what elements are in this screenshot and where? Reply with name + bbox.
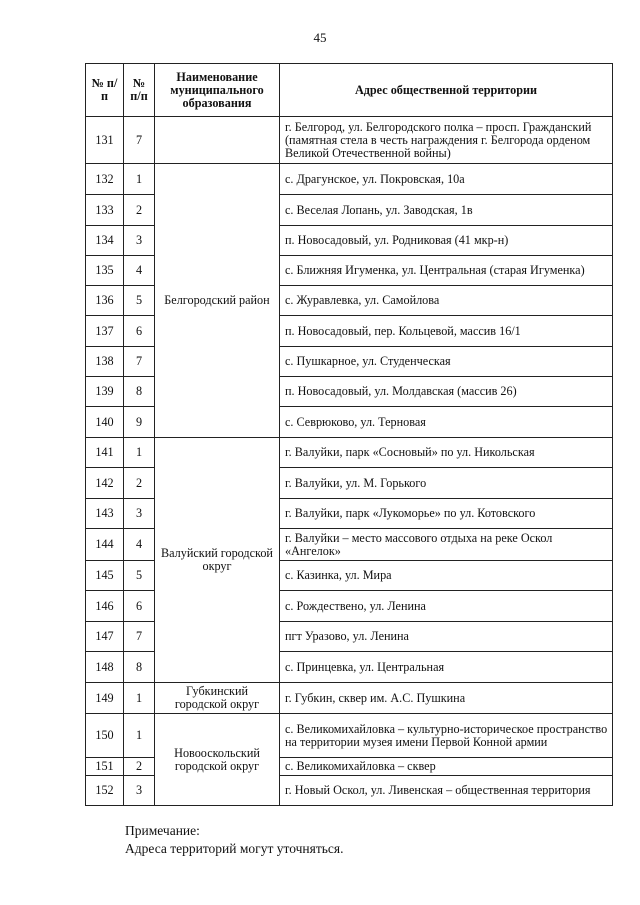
row-sub-number: 1 xyxy=(124,164,155,195)
row-number: 141 xyxy=(86,438,124,468)
row-sub-number: 3 xyxy=(124,226,155,256)
row-sub-number: 8 xyxy=(124,377,155,407)
municipality-gubkin: Губкинский городской округ xyxy=(155,683,280,714)
row-sub-number: 9 xyxy=(124,407,155,438)
address-cell: с. Ближняя Игуменка, ул. Центральная (старая Игуменка) xyxy=(280,256,613,286)
municipality-novooskol: Новооскольский городской округ xyxy=(155,714,280,806)
table-header-row xyxy=(86,64,613,117)
row-number: 134 xyxy=(86,226,124,256)
address-cell: с. Пушкарное, ул. Студенческая xyxy=(280,347,613,377)
row-sub-number: 1 xyxy=(124,438,155,468)
table-row xyxy=(86,683,613,714)
address-cell: с. Журавлевка, ул. Самойлова xyxy=(280,286,613,316)
row-sub-number: 1 xyxy=(124,683,155,714)
note-title: Примечание: xyxy=(125,823,200,838)
row-sub-number: 2 xyxy=(124,468,155,499)
row-sub-number: 2 xyxy=(124,758,155,776)
row-number: 147 xyxy=(86,622,124,652)
row-number: 150 xyxy=(86,714,124,758)
row-number: 148 xyxy=(86,652,124,683)
row-sub-number: 7 xyxy=(124,347,155,377)
note-text: Адреса территорий могут уточняться. xyxy=(125,841,344,856)
row-number: 138 xyxy=(86,347,124,377)
row-sub-number: 4 xyxy=(124,256,155,286)
address-cell: с. Севрюково, ул. Терновая xyxy=(280,407,613,438)
address-cell: г. Белгород, ул. Белгородского полка – просп. Гражданский (памятная стела в честь награждения г. Белгорода орденом Великой Отечественной войны) xyxy=(280,117,613,164)
row-number: 151 xyxy=(86,758,124,776)
row-number: 140 xyxy=(86,407,124,438)
row-number: 136 xyxy=(86,286,124,316)
row-number: 145 xyxy=(86,561,124,591)
row-sub-number: 3 xyxy=(124,776,155,806)
note-block xyxy=(125,822,343,858)
address-cell: г. Новый Оскол, ул. Ливенская – общественная территория xyxy=(280,776,613,806)
row-sub-number: 8 xyxy=(124,652,155,683)
header-municipality: Наименование муниципального образования xyxy=(155,64,280,117)
row-sub-number: 4 xyxy=(124,529,155,561)
row-number: 132 xyxy=(86,164,124,195)
row-number: 144 xyxy=(86,529,124,561)
address-cell: с. Принцевка, ул. Центральная xyxy=(280,652,613,683)
row-number: 152 xyxy=(86,776,124,806)
address-cell: г. Валуйки, ул. М. Горького xyxy=(280,468,613,499)
table-row xyxy=(86,714,613,758)
row-sub-number: 3 xyxy=(124,499,155,529)
public-territories-table xyxy=(85,63,613,806)
address-cell: с. Драгунское, ул. Покровская, 10а xyxy=(280,164,613,195)
row-number: 139 xyxy=(86,377,124,407)
row-sub-number: 6 xyxy=(124,316,155,347)
row-sub-number: 7 xyxy=(124,622,155,652)
address-cell: с. Великомихайловка – культурно-историческое пространство на территории музея имени Первой Конной армии xyxy=(280,714,613,758)
address-cell: с. Рождествено, ул. Ленина xyxy=(280,591,613,622)
address-cell: п. Новосадовый, ул. Молдавская (массив 26) xyxy=(280,377,613,407)
municipality-valuyki: Валуйский городской округ xyxy=(155,438,280,683)
row-number: 131 xyxy=(86,117,124,164)
header-number-1: № п/п xyxy=(86,64,124,117)
address-cell: с. Великомихайловка – сквер xyxy=(280,758,613,776)
row-sub-number: 1 xyxy=(124,714,155,758)
address-cell: с. Веселая Лопань, ул. Заводская, 1в xyxy=(280,195,613,226)
table-row xyxy=(86,117,613,164)
municipality-belgorod-district: Белгородский район xyxy=(155,164,280,438)
row-number: 135 xyxy=(86,256,124,286)
row-sub-number: 5 xyxy=(124,561,155,591)
header-number-2: № п/п xyxy=(124,64,155,117)
table-row xyxy=(86,438,613,468)
header-address: Адрес общественной территории xyxy=(280,64,613,117)
row-number: 143 xyxy=(86,499,124,529)
address-cell: п. Новосадовый, ул. Родниковая (41 мкр-н) xyxy=(280,226,613,256)
page-number: 45 xyxy=(313,30,327,45)
row-sub-number: 7 xyxy=(124,117,155,164)
address-cell: г. Валуйки, парк «Лукоморье» по ул. Котовского xyxy=(280,499,613,529)
row-sub-number: 2 xyxy=(124,195,155,226)
row-number: 146 xyxy=(86,591,124,622)
address-cell: пгт Уразово, ул. Ленина xyxy=(280,622,613,652)
row-number: 142 xyxy=(86,468,124,499)
row-sub-number: 6 xyxy=(124,591,155,622)
address-cell: г. Губкин, сквер им. А.С. Пушкина xyxy=(280,683,613,714)
table-row xyxy=(86,164,613,195)
address-cell: г. Валуйки, парк «Сосновый» по ул. Никольская xyxy=(280,438,613,468)
row-sub-number: 5 xyxy=(124,286,155,316)
municipality-cell-empty xyxy=(155,117,280,164)
address-cell: г. Валуйки – место массового отдыха на реке Оскол «Ангелок» xyxy=(280,529,613,561)
row-number: 133 xyxy=(86,195,124,226)
address-cell: п. Новосадовый, пер. Кольцевой, массив 16/1 xyxy=(280,316,613,347)
row-number: 137 xyxy=(86,316,124,347)
row-number: 149 xyxy=(86,683,124,714)
address-cell: с. Казинка, ул. Мира xyxy=(280,561,613,591)
